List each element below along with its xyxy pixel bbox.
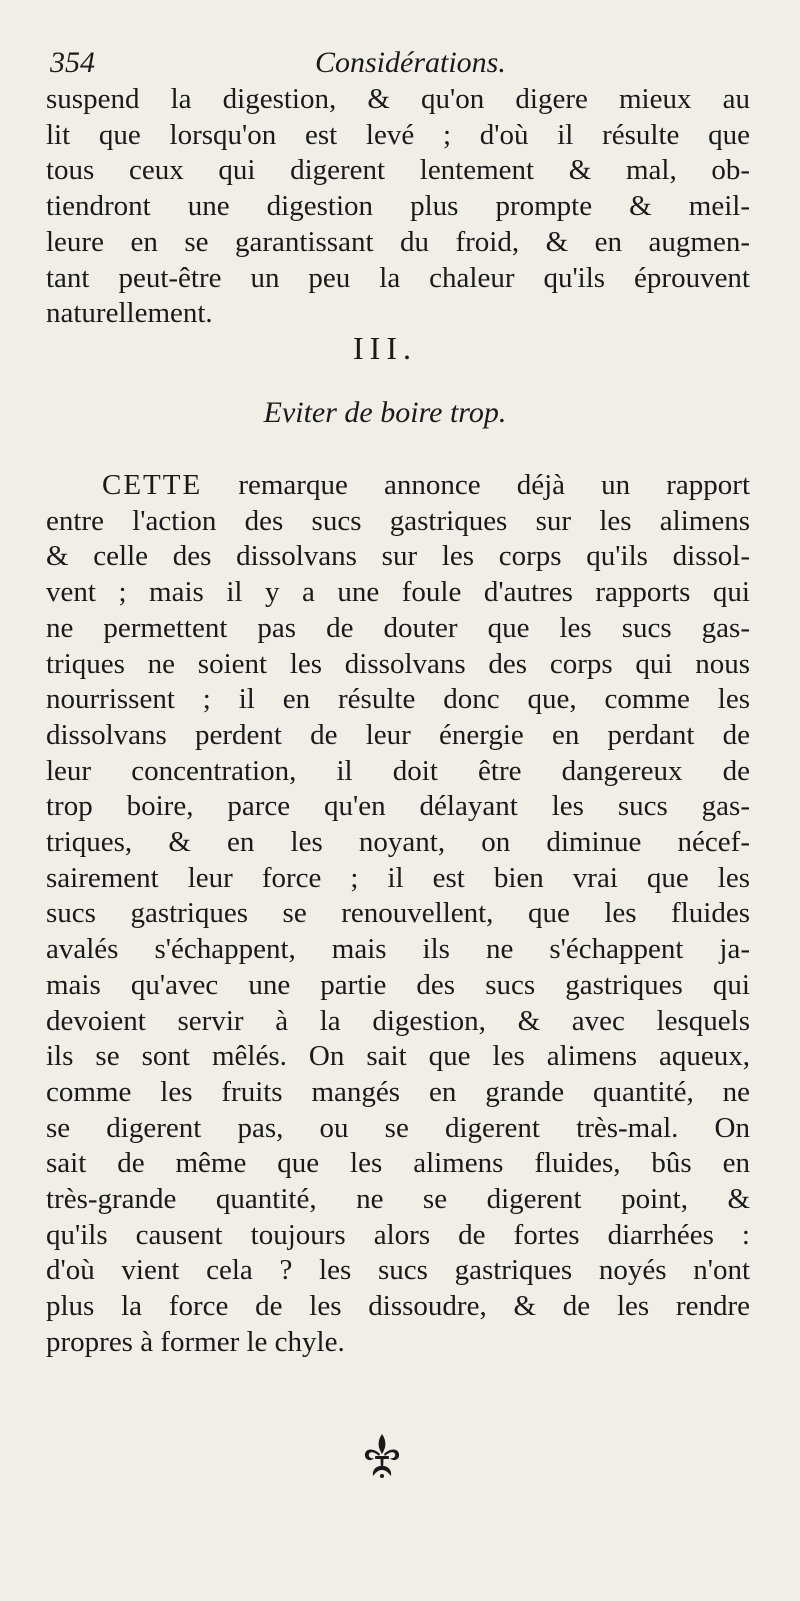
text-line: propres à former le chyle. (46, 1325, 345, 1358)
text-line: leur concentration, il doit être dangereux de (46, 754, 750, 787)
text-line: lit que lorsqu'on est levé ; d'où il résulte que (46, 118, 750, 151)
text-line: avalés s'échappent, mais ils ne s'échappent ja- (46, 933, 750, 966)
page-header (50, 46, 750, 86)
text-line: d'où vient cela ? les sucs gastriques noyés n'ont (46, 1254, 750, 1287)
text-line: se digerent pas, ou se digerent très-mal. On (46, 1111, 750, 1144)
text-line: tant peut-être un peu la chaleur qu'ils éprouvent (46, 261, 750, 294)
opening-word: CETTE (102, 469, 203, 501)
text-line: sucs gastriques se renouvellent, que les fluides (46, 897, 750, 930)
text-line: dissolvans perdent de leur énergie en perdant de (46, 718, 750, 751)
running-head: Considérations. (315, 46, 506, 79)
section-title: Eviter de boire trop. (263, 396, 507, 429)
text-line: triques ne soient les dissolvans des corps qui nous (46, 647, 750, 680)
text-line: entre l'action des sucs gastriques sur les alimens (46, 504, 750, 537)
text-line: vent ; mais il y a une foule d'autres rapports qui (46, 576, 750, 609)
text-line: naturellement. (46, 297, 213, 330)
text-line: trop boire, parce qu'en délayant les sucs gas- (46, 790, 750, 823)
text-line: mais qu'avec une partie des sucs gastriques qui (46, 968, 750, 1001)
text-line-first (46, 468, 750, 504)
paragraph-2 (46, 468, 750, 1361)
page-number: 354 (50, 46, 95, 79)
text-line: très-grande quantité, ne se digerent point, & (46, 1183, 750, 1216)
text-line: plus la force de les dissoudre, & de les rendre (46, 1290, 750, 1323)
text-line: ne permettent pas de douter que les sucs gas- (46, 611, 750, 644)
text-line: sairement leur force ; il est bien vrai que les (46, 861, 750, 894)
text-line: devoient servir à la digestion, & avec lesquels (46, 1004, 750, 1037)
text-line: suspend la digestion, & qu'on digere mieux au (46, 83, 750, 115)
text-line: nourrissent ; il en résulte donc que, comme les (46, 683, 750, 716)
text-line: tous ceux qui digerent lentement & mal, ob- (46, 154, 750, 187)
text-line: leure en se garantissant du froid, & en augmen- (46, 225, 750, 258)
text-line: tiendront une digestion plus prompte & meil- (46, 190, 750, 223)
paragraph-1 (46, 82, 750, 332)
text-line: comme les fruits mangés en grande quantité, ne (46, 1075, 750, 1108)
text-line: & celle des dissolvans sur les corps qu'ils dissol- (46, 540, 750, 573)
text-line: triques, & en les noyant, on diminue nécef- (46, 826, 750, 859)
section-number: III. (353, 330, 417, 366)
first-line-rest: remarque annonce déjà un rapport (238, 469, 751, 501)
fleuron-ornament-icon (362, 1432, 402, 1480)
text-line: sait de même que les alimens fluides, bûs en (46, 1147, 750, 1180)
text-line: qu'ils causent toujours alors de fortes diarrhées : (46, 1218, 750, 1251)
text-line: ils se sont mêlés. On sait que les alimens aqueux, (46, 1040, 750, 1073)
